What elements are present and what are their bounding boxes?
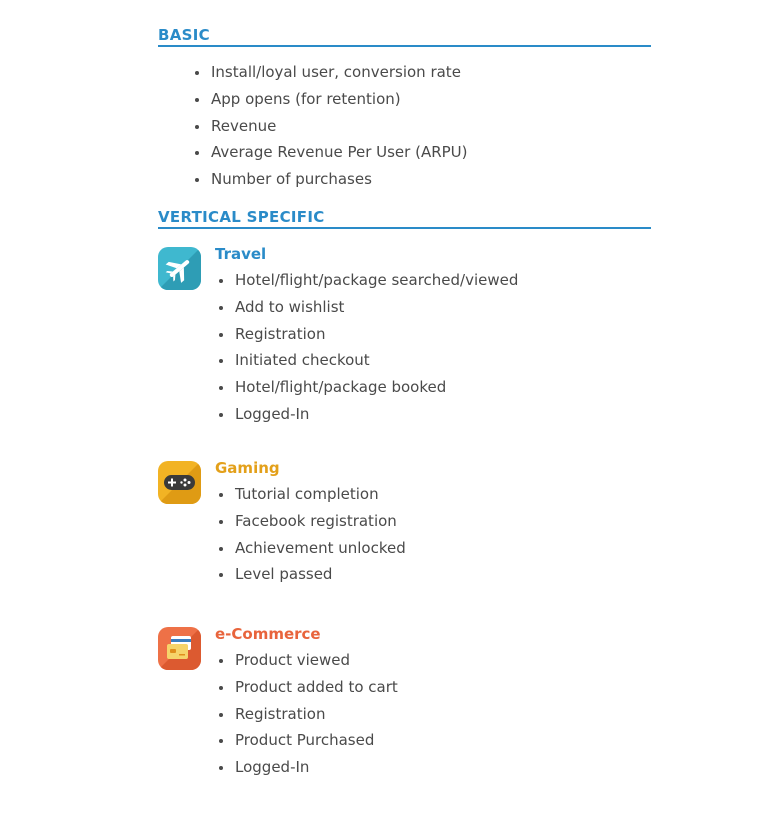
list-item: Product Purchased <box>217 727 398 754</box>
list-item: Achievement unlocked <box>217 535 406 562</box>
travel-list <box>217 267 518 428</box>
list-item: Revenue <box>193 113 468 140</box>
list-item: Product added to cart <box>217 674 398 701</box>
list-item: Add to wishlist <box>217 294 518 321</box>
list-item: Initiated checkout <box>217 347 518 374</box>
category-title-ecommerce: e-Commerce <box>215 625 321 643</box>
basic-divider <box>158 45 651 47</box>
list-item: Facebook registration <box>217 508 406 535</box>
list-item: Registration <box>217 321 518 348</box>
basic-section-title: BASIC <box>158 26 210 44</box>
list-item: Hotel/flight/package booked <box>217 374 518 401</box>
list-item: Hotel/flight/package searched/viewed <box>217 267 518 294</box>
airplane-icon <box>158 247 201 290</box>
ecommerce-list <box>217 647 398 781</box>
category-title-travel: Travel <box>215 245 267 263</box>
gamepad-icon <box>158 461 201 504</box>
list-item: Average Revenue Per User (ARPU) <box>193 139 468 166</box>
list-item: Registration <box>217 701 398 728</box>
list-item: Number of purchases <box>193 166 468 193</box>
list-item: Logged-In <box>217 401 518 428</box>
gaming-list <box>217 481 406 588</box>
list-item: Install/loyal user, conversion rate <box>193 59 468 86</box>
list-item: Tutorial completion <box>217 481 406 508</box>
credit-card-icon <box>158 627 201 670</box>
basic-list <box>193 59 468 193</box>
list-item: Product viewed <box>217 647 398 674</box>
list-item: Level passed <box>217 561 406 588</box>
vertical-divider <box>158 227 651 229</box>
list-item: Logged-In <box>217 754 398 781</box>
vertical-section-title: VERTICAL SPECIFIC <box>158 208 325 226</box>
list-item: App opens (for retention) <box>193 86 468 113</box>
category-title-gaming: Gaming <box>215 459 280 477</box>
